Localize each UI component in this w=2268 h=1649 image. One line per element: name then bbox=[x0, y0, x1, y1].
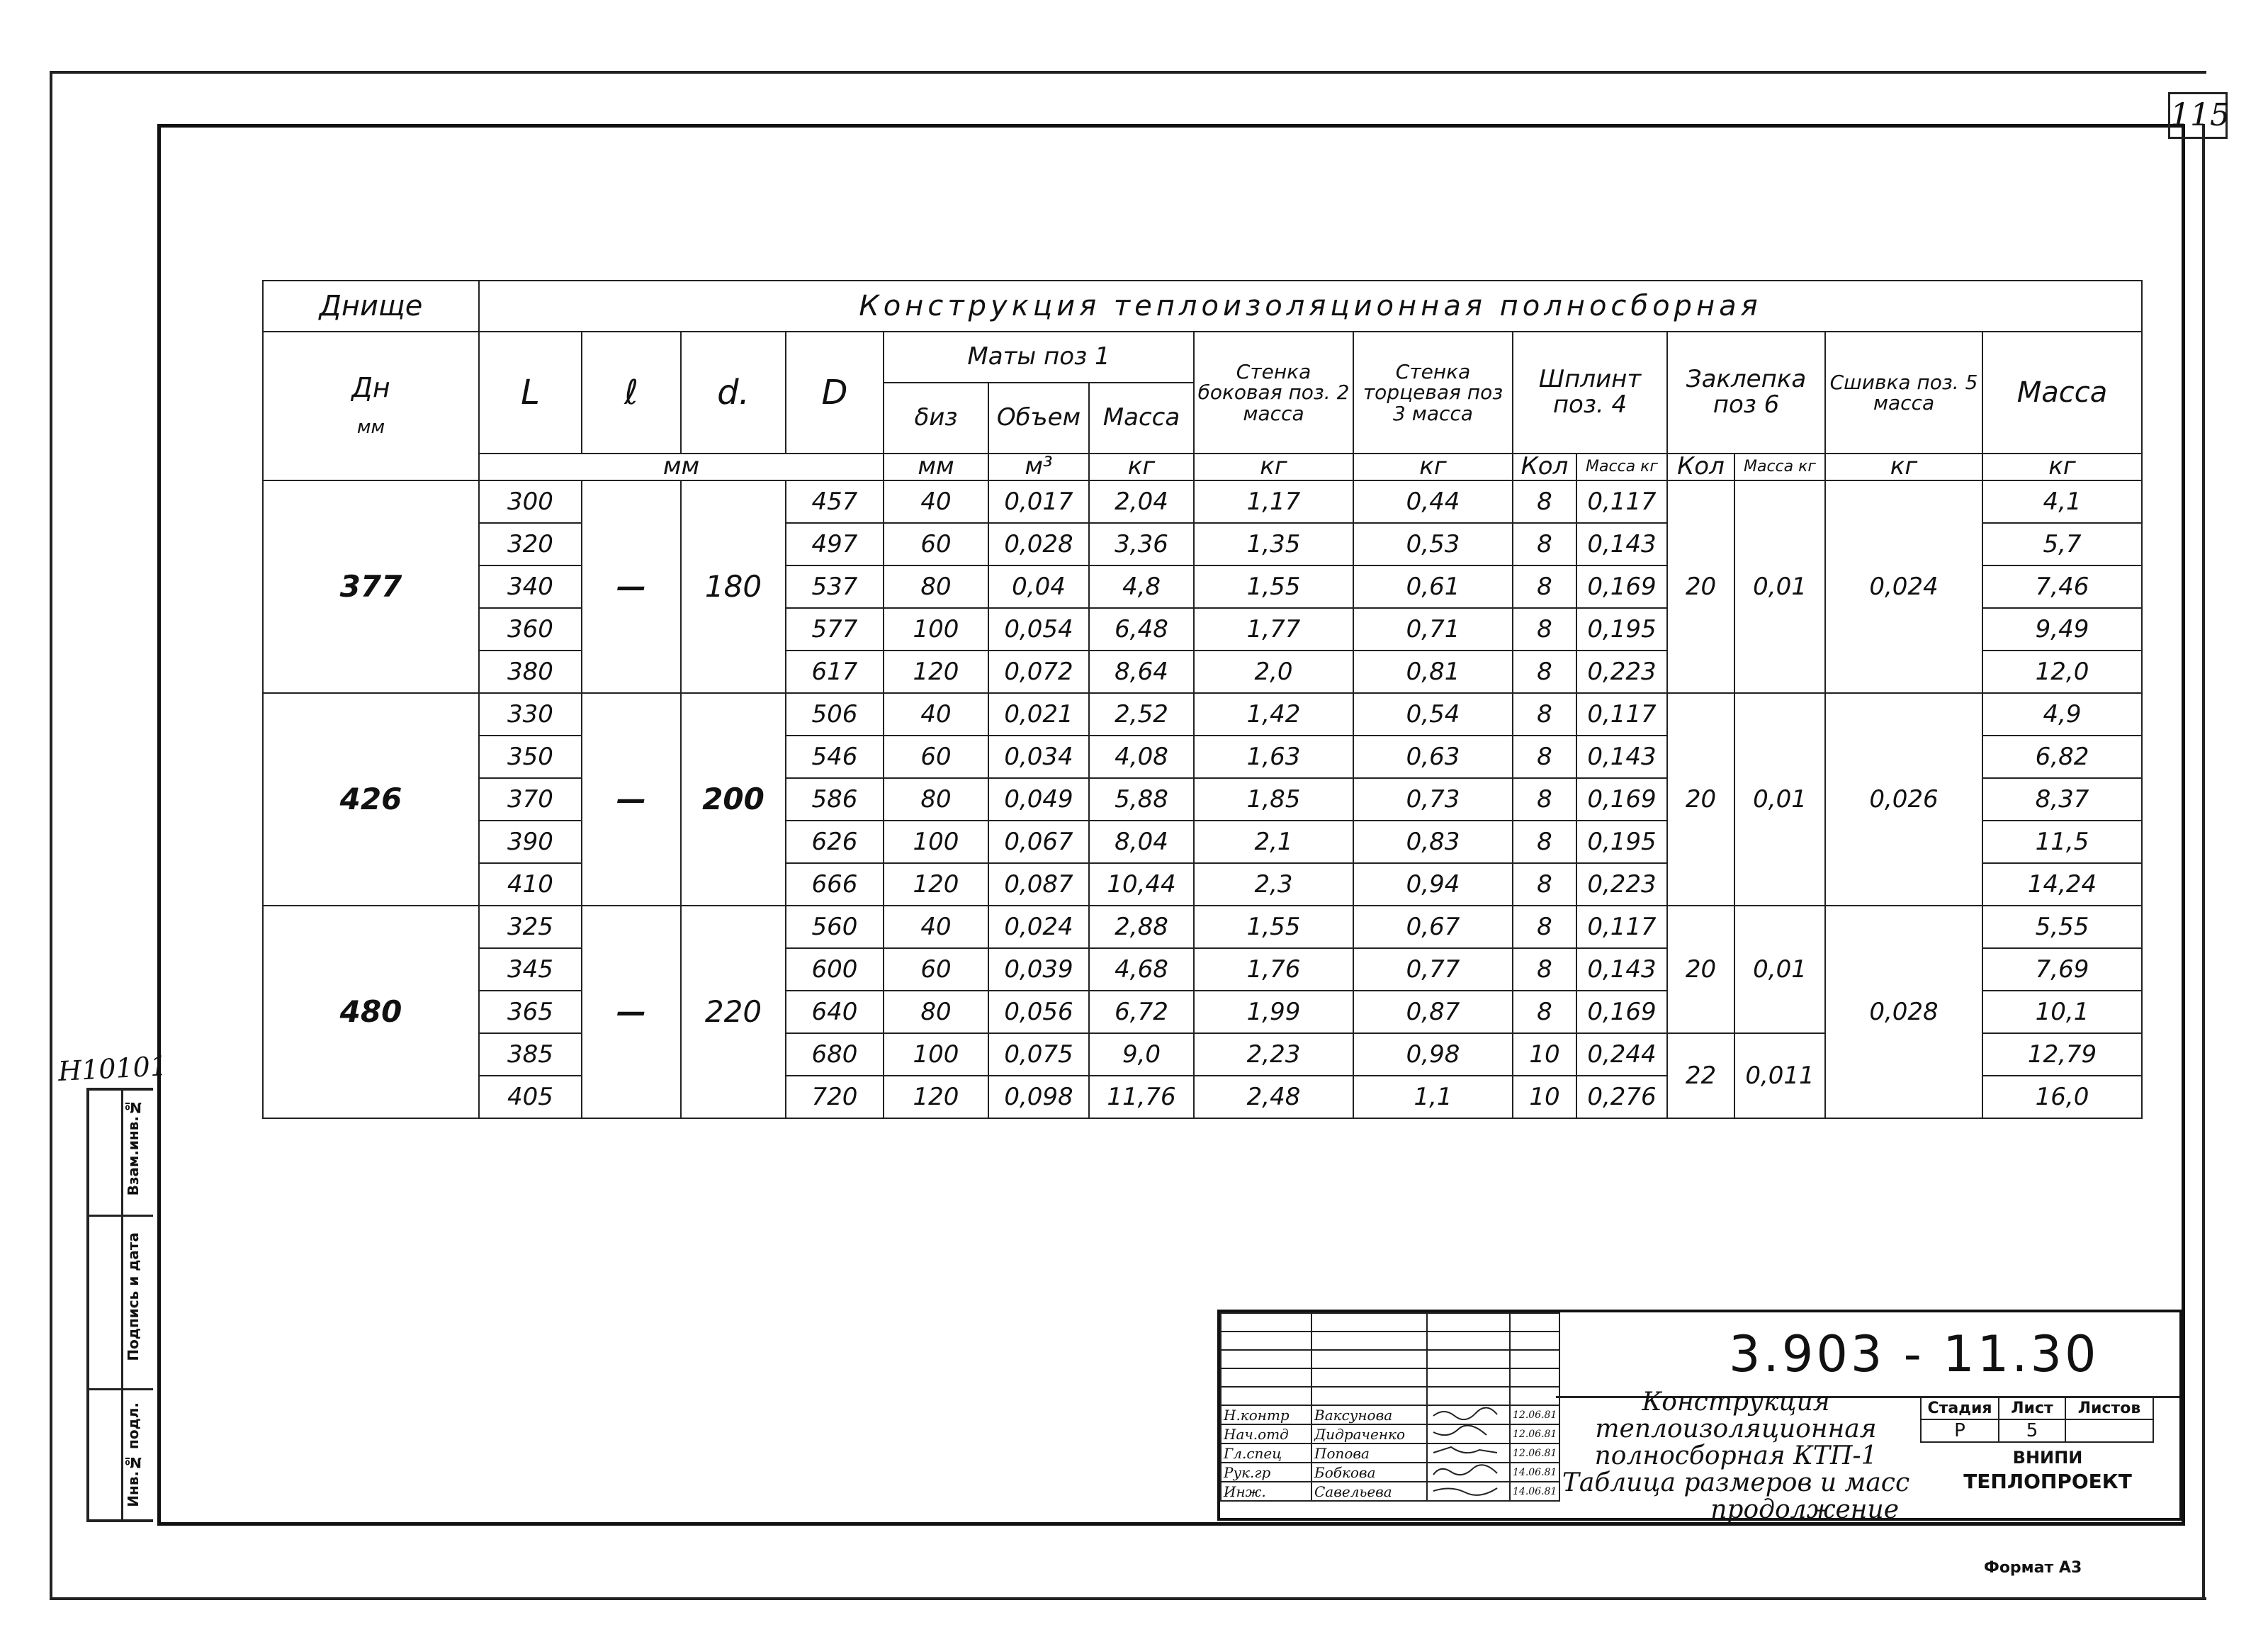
header-bottom: Днище bbox=[263, 281, 479, 332]
cell-side: 1,35 bbox=[1194, 523, 1353, 565]
cell-d: 200 bbox=[681, 693, 786, 906]
cell-D: 600 bbox=[786, 948, 884, 991]
document-code: 3.903 - 11.30 bbox=[1729, 1325, 2099, 1383]
cell-rivet-mass: 0,01 bbox=[1734, 906, 1825, 1033]
signer-date: 14.06.81 bbox=[1510, 1463, 1559, 1482]
header-total-unit: кг bbox=[1982, 454, 2142, 480]
cell-pin-mass: 0,143 bbox=[1576, 948, 1667, 991]
cell-diz: 60 bbox=[884, 523, 988, 565]
signature-scribble bbox=[1430, 1406, 1501, 1420]
cell-volume: 0,039 bbox=[988, 948, 1089, 991]
signer-date: 12.06.81 bbox=[1510, 1443, 1559, 1463]
sheets-label: Листов bbox=[2065, 1397, 2153, 1419]
cell-side: 1,55 bbox=[1194, 565, 1353, 608]
signer-row bbox=[1221, 1443, 1559, 1463]
header-volume-unit: м³ bbox=[988, 454, 1089, 480]
cell-D: 586 bbox=[786, 778, 884, 821]
cell-pin-qty: 8 bbox=[1513, 991, 1576, 1033]
cell-rivet-mass: 0,01 bbox=[1734, 480, 1825, 693]
cell-diz: 60 bbox=[884, 736, 988, 778]
cell-L: 390 bbox=[479, 821, 582, 863]
header-volume: Объем bbox=[988, 383, 1089, 454]
cell-total: 14,24 bbox=[1982, 863, 2142, 906]
signer-name: Ваксунова bbox=[1311, 1405, 1427, 1424]
cell-L: 385 bbox=[479, 1033, 582, 1076]
cell-rivet-qty: 20 bbox=[1667, 906, 1734, 1033]
cell-diz: 80 bbox=[884, 778, 988, 821]
cell-diz: 40 bbox=[884, 906, 988, 948]
cell-end: 0,83 bbox=[1353, 821, 1513, 863]
signer-name: Дидраченко bbox=[1311, 1424, 1427, 1443]
cell-L: 360 bbox=[479, 608, 582, 651]
signer-date: 14.06.81 bbox=[1510, 1482, 1559, 1501]
cell-D: 666 bbox=[786, 863, 884, 906]
signers-grid bbox=[1220, 1312, 1560, 1502]
signer-name: Попова bbox=[1311, 1443, 1427, 1463]
cell-D: 577 bbox=[786, 608, 884, 651]
header-total-mass: Масса bbox=[1982, 332, 2142, 454]
cell-rivet-mass: 0,01 bbox=[1734, 693, 1825, 906]
signer-role: Инж. bbox=[1221, 1482, 1311, 1501]
header-mass-unit: кг bbox=[1089, 454, 1194, 480]
cell-L: 345 bbox=[479, 948, 582, 991]
cell-stitch: 0,024 bbox=[1825, 480, 1982, 693]
header-side-unit: кг bbox=[1194, 454, 1353, 480]
inventory-code: Н10101 bbox=[57, 1049, 169, 1088]
cell-pin-mass: 0,143 bbox=[1576, 736, 1667, 778]
organization bbox=[1927, 1446, 2168, 1494]
cell-mass: 11,76 bbox=[1089, 1076, 1194, 1118]
cell-side: 2,23 bbox=[1194, 1033, 1353, 1076]
cell-pin-qty: 8 bbox=[1513, 863, 1576, 906]
cell-L: 300 bbox=[479, 480, 582, 523]
signature bbox=[1427, 1443, 1510, 1463]
cell-D: 640 bbox=[786, 991, 884, 1033]
cell-mass: 6,48 bbox=[1089, 608, 1194, 651]
cell-pin-mass: 0,195 bbox=[1576, 608, 1667, 651]
format-label: Формат А3 bbox=[1984, 1559, 2082, 1577]
cell-pin-mass: 0,117 bbox=[1576, 906, 1667, 948]
signer-name: Бобкова bbox=[1311, 1463, 1427, 1482]
cell-pin-qty: 8 bbox=[1513, 480, 1576, 523]
cell-D: 617 bbox=[786, 651, 884, 693]
cell-total: 4,1 bbox=[1982, 480, 2142, 523]
sheet-corner-number: 115 bbox=[2168, 92, 2228, 139]
header-D: D bbox=[786, 332, 884, 454]
signer-row bbox=[1221, 1405, 1559, 1424]
signature-scribble bbox=[1430, 1463, 1501, 1478]
document-title bbox=[1559, 1389, 1913, 1524]
cell-D: 497 bbox=[786, 523, 884, 565]
cell-end: 0,87 bbox=[1353, 991, 1513, 1033]
cell-diz: 120 bbox=[884, 1076, 988, 1118]
cell-volume: 0,028 bbox=[988, 523, 1089, 565]
cell-mass: 4,08 bbox=[1089, 736, 1194, 778]
cell-total: 7,69 bbox=[1982, 948, 2142, 991]
cell-diz: 100 bbox=[884, 1033, 988, 1076]
cell-pin-mass: 0,169 bbox=[1576, 991, 1667, 1033]
cell-diz: 80 bbox=[884, 565, 988, 608]
dn-cell: 480 bbox=[263, 906, 479, 1118]
signature bbox=[1427, 1405, 1510, 1424]
cell-total: 11,5 bbox=[1982, 821, 2142, 863]
header-stitching-unit: кг bbox=[1825, 454, 1982, 480]
cell-end: 0,44 bbox=[1353, 480, 1513, 523]
header-diz: δиз bbox=[884, 383, 988, 454]
stage-table bbox=[1920, 1396, 2154, 1443]
signer-date: 12.06.81 bbox=[1510, 1405, 1559, 1424]
cell-D: 626 bbox=[786, 821, 884, 863]
cell-total: 12,79 bbox=[1982, 1033, 2142, 1076]
signature bbox=[1427, 1482, 1510, 1501]
cell-total: 9,49 bbox=[1982, 608, 2142, 651]
org-line: ВНИПИ bbox=[2012, 1448, 2083, 1468]
cell-total: 6,82 bbox=[1982, 736, 2142, 778]
signer-role: Н.контр bbox=[1221, 1405, 1311, 1424]
header-l: ℓ bbox=[582, 332, 681, 454]
signer-role: Рук.гр bbox=[1221, 1463, 1311, 1482]
header-diz-unit: мм bbox=[884, 454, 988, 480]
cell-volume: 0,067 bbox=[988, 821, 1089, 863]
cell-pin-qty: 8 bbox=[1513, 948, 1576, 991]
cell-D: 680 bbox=[786, 1033, 884, 1076]
cell-total: 12,0 bbox=[1982, 651, 2142, 693]
cell-D: 457 bbox=[786, 480, 884, 523]
cell-side: 2,0 bbox=[1194, 651, 1353, 693]
cell-pin-qty: 8 bbox=[1513, 523, 1576, 565]
cell-pin-qty: 10 bbox=[1513, 1076, 1576, 1118]
signer-row bbox=[1221, 1463, 1559, 1482]
cell-pin-qty: 10 bbox=[1513, 1033, 1576, 1076]
signer-date: 12.06.81 bbox=[1510, 1424, 1559, 1443]
signer-row bbox=[1221, 1482, 1559, 1501]
cell-mass: 9,0 bbox=[1089, 1033, 1194, 1076]
cell-volume: 0,056 bbox=[988, 991, 1089, 1033]
cell-pin-mass: 0,195 bbox=[1576, 821, 1667, 863]
cell-side: 1,42 bbox=[1194, 693, 1353, 736]
cell-end: 0,81 bbox=[1353, 651, 1513, 693]
cell-mass: 3,36 bbox=[1089, 523, 1194, 565]
cell-end: 0,54 bbox=[1353, 693, 1513, 736]
signature-scribble bbox=[1430, 1425, 1501, 1439]
cell-L: 380 bbox=[479, 651, 582, 693]
title-line: теплоизоляционная bbox=[1595, 1414, 1877, 1443]
table-row bbox=[263, 906, 2142, 948]
cell-diz: 120 bbox=[884, 651, 988, 693]
cell-stitch: 0,028 bbox=[1825, 906, 1982, 1118]
cell-mass: 5,88 bbox=[1089, 778, 1194, 821]
signer-name: Савельева bbox=[1311, 1482, 1427, 1501]
sheets-value bbox=[2065, 1419, 2153, 1442]
header-side-wall: Стенка боковая поз. 2 масса bbox=[1194, 332, 1353, 454]
cell-total: 8,37 bbox=[1982, 778, 2142, 821]
header-construction: Конструкция теплоизоляционная полносборная bbox=[479, 281, 2142, 332]
cell-diz: 60 bbox=[884, 948, 988, 991]
cell-pin-qty: 8 bbox=[1513, 906, 1576, 948]
cell-mass: 2,04 bbox=[1089, 480, 1194, 523]
outer-frame-right bbox=[2202, 124, 2205, 1598]
cell-total: 10,1 bbox=[1982, 991, 2142, 1033]
cell-volume: 0,024 bbox=[988, 906, 1089, 948]
header-stitching: Сшивка поз. 5 масса bbox=[1825, 332, 1982, 454]
cell-volume: 0,017 bbox=[988, 480, 1089, 523]
dn-cell: 426 bbox=[263, 693, 479, 906]
cell-L: 330 bbox=[479, 693, 582, 736]
cell-pin-mass: 0,223 bbox=[1576, 651, 1667, 693]
cell-D: 506 bbox=[786, 693, 884, 736]
cell-total: 16,0 bbox=[1982, 1076, 2142, 1118]
cell-end: 0,53 bbox=[1353, 523, 1513, 565]
header-rivet: Заклепка поз 6 bbox=[1667, 332, 1825, 454]
cell-volume: 0,075 bbox=[988, 1033, 1089, 1076]
cell-total: 4,9 bbox=[1982, 693, 2142, 736]
header-L: L bbox=[479, 332, 582, 454]
cell-L: 370 bbox=[479, 778, 582, 821]
cell-L: 350 bbox=[479, 736, 582, 778]
cell-L: 410 bbox=[479, 863, 582, 906]
signer-role: Гл.спец bbox=[1221, 1443, 1311, 1463]
header-pin-qty: Кол bbox=[1513, 454, 1576, 480]
signer-role: Нач.отд bbox=[1221, 1424, 1311, 1443]
cell-D: 537 bbox=[786, 565, 884, 608]
cell-side: 1,63 bbox=[1194, 736, 1353, 778]
table-row bbox=[263, 480, 2142, 523]
cell-end: 0,67 bbox=[1353, 906, 1513, 948]
cell-total: 5,7 bbox=[1982, 523, 2142, 565]
cell-side: 1,77 bbox=[1194, 608, 1353, 651]
header-mats: Маты поз 1 bbox=[884, 332, 1194, 383]
cell-diz: 80 bbox=[884, 991, 988, 1033]
stage-label: Стадия bbox=[1921, 1397, 1999, 1419]
cell-end: 0,73 bbox=[1353, 778, 1513, 821]
header-d: d. bbox=[681, 332, 786, 454]
cell-side: 1,76 bbox=[1194, 948, 1353, 991]
cell-L: 340 bbox=[479, 565, 582, 608]
cell-volume: 0,072 bbox=[988, 651, 1089, 693]
cell-pin-qty: 8 bbox=[1513, 608, 1576, 651]
cell-total: 7,46 bbox=[1982, 565, 2142, 608]
side-strip bbox=[86, 1088, 153, 1522]
header-mm-group: мм bbox=[479, 454, 884, 480]
cell-pin-mass: 0,169 bbox=[1576, 565, 1667, 608]
cell-volume: 0,054 bbox=[988, 608, 1089, 651]
header-dn: Дн bbox=[351, 372, 390, 404]
cell-pin-mass: 0,117 bbox=[1576, 693, 1667, 736]
cell-end: 0,77 bbox=[1353, 948, 1513, 991]
org-line: ТЕПЛОПРОЕКТ bbox=[1963, 1470, 2132, 1493]
signature-scribble bbox=[1430, 1482, 1501, 1497]
cell-rivet-mass: 0,011 bbox=[1734, 1033, 1825, 1118]
cell-pin-qty: 8 bbox=[1513, 651, 1576, 693]
header-mass: Масса bbox=[1089, 383, 1194, 454]
cell-diz: 40 bbox=[884, 693, 988, 736]
cell-end: 0,61 bbox=[1353, 565, 1513, 608]
cell-diz: 120 bbox=[884, 863, 988, 906]
cell-pin-mass: 0,244 bbox=[1576, 1033, 1667, 1076]
cell-end: 1,1 bbox=[1353, 1076, 1513, 1118]
cell-L: 405 bbox=[479, 1076, 582, 1118]
title-line: полносборная КТП-1 bbox=[1594, 1441, 1878, 1470]
cell-side: 1,17 bbox=[1194, 480, 1353, 523]
stage-value: Р bbox=[1921, 1419, 1999, 1442]
cell-side: 1,55 bbox=[1194, 906, 1353, 948]
cell-pin-qty: 8 bbox=[1513, 736, 1576, 778]
strip-label-replace: Взам.инв.№ bbox=[125, 1099, 142, 1196]
header-rivet-mass: Масса кг bbox=[1734, 454, 1825, 480]
header-rivet-qty: Кол bbox=[1667, 454, 1734, 480]
cell-d: 220 bbox=[681, 906, 786, 1118]
cell-volume: 0,087 bbox=[988, 863, 1089, 906]
cell-L: 320 bbox=[479, 523, 582, 565]
cell-l: — bbox=[582, 906, 681, 1118]
cell-end: 0,63 bbox=[1353, 736, 1513, 778]
cell-pin-qty: 8 bbox=[1513, 565, 1576, 608]
cell-diz: 40 bbox=[884, 480, 988, 523]
cell-d: 180 bbox=[681, 480, 786, 693]
sheet-label: Лист bbox=[1999, 1397, 2065, 1419]
cell-stitch: 0,026 bbox=[1825, 693, 1982, 906]
cell-pin-mass: 0,143 bbox=[1576, 523, 1667, 565]
cell-D: 720 bbox=[786, 1076, 884, 1118]
cell-volume: 0,098 bbox=[988, 1076, 1089, 1118]
cell-side: 1,99 bbox=[1194, 991, 1353, 1033]
title-line: Таблица размеров и масс bbox=[1562, 1468, 1910, 1497]
cell-mass: 4,8 bbox=[1089, 565, 1194, 608]
strip-label-sign: Подпись и дата bbox=[125, 1232, 142, 1361]
signature bbox=[1427, 1424, 1510, 1443]
cell-end: 0,98 bbox=[1353, 1033, 1513, 1076]
signer-row bbox=[1221, 1424, 1559, 1443]
cell-total: 5,55 bbox=[1982, 906, 2142, 948]
cell-volume: 0,021 bbox=[988, 693, 1089, 736]
cell-L: 325 bbox=[479, 906, 582, 948]
cell-pin-qty: 8 bbox=[1513, 821, 1576, 863]
cell-mass: 2,52 bbox=[1089, 693, 1194, 736]
table-row bbox=[263, 693, 2142, 736]
header-end-unit: кг bbox=[1353, 454, 1513, 480]
cell-end: 0,71 bbox=[1353, 608, 1513, 651]
header-pin-mass: Масса кг bbox=[1576, 454, 1667, 480]
dimensions-table bbox=[262, 280, 2143, 1119]
cell-rivet-qty: 22 bbox=[1667, 1033, 1734, 1118]
cell-rivet-qty: 20 bbox=[1667, 693, 1734, 906]
cell-L: 365 bbox=[479, 991, 582, 1033]
cell-pin-qty: 8 bbox=[1513, 693, 1576, 736]
cell-pin-mass: 0,276 bbox=[1576, 1076, 1667, 1118]
cell-D: 560 bbox=[786, 906, 884, 948]
header-end-wall: Стенка торцевая поз 3 масса bbox=[1353, 332, 1513, 454]
cell-volume: 0,049 bbox=[988, 778, 1089, 821]
cell-mass: 4,68 bbox=[1089, 948, 1194, 991]
signature-scribble bbox=[1430, 1444, 1501, 1458]
cell-mass: 2,88 bbox=[1089, 906, 1194, 948]
cell-volume: 0,04 bbox=[988, 565, 1089, 608]
title-line: продолжение bbox=[1710, 1495, 1899, 1524]
strip-label-inv: Инв.№ подл. bbox=[125, 1402, 142, 1507]
cell-D: 546 bbox=[786, 736, 884, 778]
cell-mass: 8,04 bbox=[1089, 821, 1194, 863]
cell-mass: 8,64 bbox=[1089, 651, 1194, 693]
cell-pin-mass: 0,223 bbox=[1576, 863, 1667, 906]
cell-diz: 100 bbox=[884, 821, 988, 863]
cell-end: 0,94 bbox=[1353, 863, 1513, 906]
sheet-value: 5 bbox=[1999, 1419, 2065, 1442]
cell-side: 2,48 bbox=[1194, 1076, 1353, 1118]
cell-rivet-qty: 20 bbox=[1667, 480, 1734, 693]
cell-l: — bbox=[582, 480, 681, 693]
cell-side: 2,3 bbox=[1194, 863, 1353, 906]
cell-pin-mass: 0,117 bbox=[1576, 480, 1667, 523]
cell-pin-mass: 0,169 bbox=[1576, 778, 1667, 821]
cell-volume: 0,034 bbox=[988, 736, 1089, 778]
cell-mass: 6,72 bbox=[1089, 991, 1194, 1033]
header-dn-unit: мм bbox=[356, 417, 385, 439]
cell-side: 2,1 bbox=[1194, 821, 1353, 863]
header-split-pin: Шплинт поз. 4 bbox=[1513, 332, 1667, 454]
dn-cell: 377 bbox=[263, 480, 479, 693]
cell-l: — bbox=[582, 693, 681, 906]
signature bbox=[1427, 1463, 1510, 1482]
header-dn-cell bbox=[263, 332, 479, 480]
cell-mass: 10,44 bbox=[1089, 863, 1194, 906]
cell-side: 1,85 bbox=[1194, 778, 1353, 821]
cell-pin-qty: 8 bbox=[1513, 778, 1576, 821]
cell-diz: 100 bbox=[884, 608, 988, 651]
title-line: Конструкция bbox=[1642, 1388, 1830, 1417]
